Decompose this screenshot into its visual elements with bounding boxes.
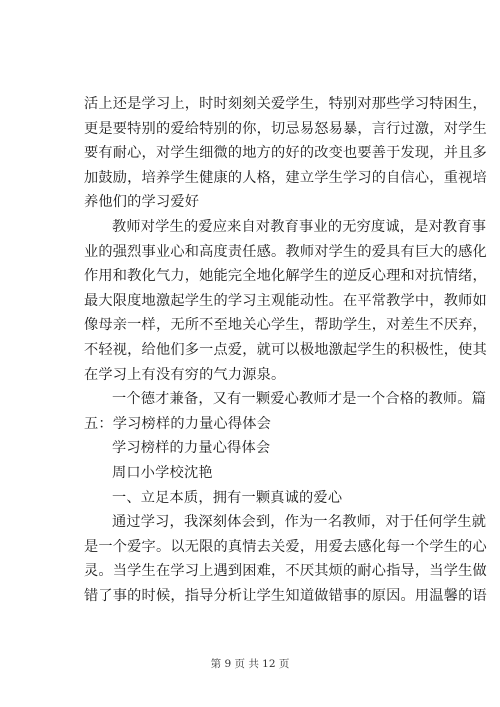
text-line: 像母亲一样，无所不至地关心学生，帮助学生，对差生不厌弃，	[84, 317, 487, 334]
text-line: 通过学习，我深刻体会到，作为一名教师，对于任何学生就	[112, 514, 487, 531]
text-line: 教师对学生的爱应来自对教育事业的无穷度诚，是对教育事	[112, 218, 487, 235]
text-line: 在学习上有没有穷的气力源泉。	[84, 366, 286, 383]
text-line: 周口小学校沈艳	[112, 464, 213, 481]
text-line: 作用和教化气力，她能完全地化解学生的逆反心理和对抗情绪，	[84, 268, 487, 285]
text-line: 不轻视，给他们多一点爱，就可以极地激起学生的积极性，使其	[84, 341, 487, 358]
text-line: 活上还是学习上，时时刻刻关爱学生，特别对那些学习特困生，	[84, 96, 487, 112]
text-line: 是一个爱字。以无限的真情去关爱，用爱去感化每一个学生的心	[84, 538, 487, 555]
text-line: 五：学习榜样的力量心得体会	[84, 415, 272, 432]
text-line: 灵。当学生在学习上遇到困难，不厌其烦的耐心指导，当学生做	[84, 563, 487, 580]
text-line: 错了事的时候，指导分析让学生知道做错事的原因。用温馨的语	[84, 587, 487, 604]
text-line: 最大限度地激起学生的学习主观能动性。在平常教学中，教师如	[84, 292, 487, 309]
text-line: 加鼓励，培养学生健康的人格，建立学生学习的自信心，重视培	[84, 169, 487, 186]
text-line: 更是要特别的爱给特别的你，切忌易怒易暴，言行过激，对学生	[84, 120, 487, 137]
text-line: 学习榜样的力量心得体会	[112, 440, 271, 457]
text-line: 业的强烈事业心和高度责任感。教师对学生的爱具有巨大的感化	[84, 243, 487, 260]
document-body	[84, 92, 487, 608]
page-footer: 第 9 页 共 12 页	[210, 658, 290, 670]
text-line: 要有耐心，对学生细微的地方的好的改变也要善于发现，并且多	[84, 145, 487, 162]
text-line: 一、立足本质，拥有一颗真诚的爱心	[112, 489, 343, 506]
text-line: 一个德才兼备，又有一颗爱心教师才是一个合格的教师。篇	[112, 391, 487, 408]
text-line: 养他们的学习爱好	[84, 194, 200, 211]
